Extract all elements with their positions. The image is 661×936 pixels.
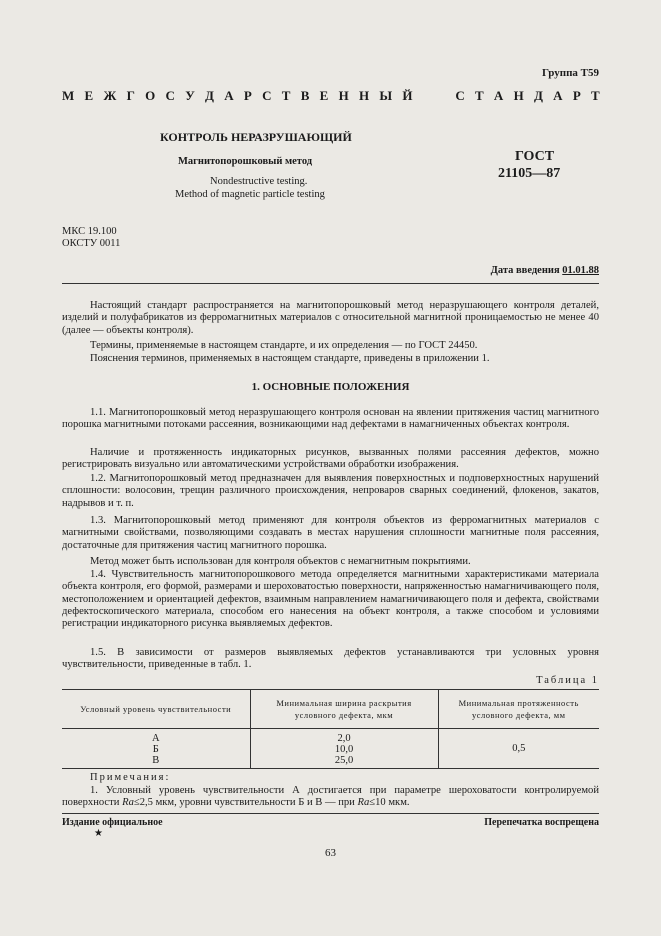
body-paragraph: 1.2. Магнитопорошковый метод предназначен для выявления поверхностных и подповерхностных нарушений сплошности: волосовин, трещин различного происхождения, непроваров сварных соединений, флокенов, закатов, надрывов и т. п.: [62, 473, 599, 509]
standard-heading-letter: Ж: [103, 88, 117, 103]
english-title-2: Method of magnetic particle testing: [175, 189, 325, 200]
table-cell-length: 0,5: [438, 729, 599, 769]
page-number: 63: [325, 847, 336, 859]
edition-label: Издание официальное: [62, 817, 163, 828]
standard-heading-letter: О: [145, 88, 156, 103]
table-cell-width: 2,0: [250, 729, 438, 745]
section-title: 1. ОСНОВНЫЕ ПОЛОЖЕНИЯ: [251, 381, 410, 393]
standard-heading-letter: У: [185, 88, 195, 103]
table-cell-level: А: [151, 733, 160, 744]
body-paragraph: 1.1. Магнитопорошковый метод неразрушающего контроля основан на явлении притяжения частиц магнитного порошка магнитными потоками рассеяния, возникающими над дефектами в намагниченных объектах контроля.: [62, 407, 599, 431]
group-label: Группа Т59: [541, 67, 599, 79]
body-paragraph: 1.4. Чувствительность магнитопорошкового метода определяется магнитными характеристиками материала объекта контроля, его формой, размерами и шероховатостью поверхности, напряженностью намагничивающего поля, местоположением и ориентацией дефектов, взаимным направлением намагничивающего поля и дефекта, свойствами дефектоскопического материала, способом его нанесения на объект контроля, а также способом и условиями регистрации индикаторного рисунка выявляемых дефектов.: [62, 569, 599, 630]
standard-heading-letter: [423, 88, 429, 104]
body-paragraph: 1.5. В зависимости от размеров выявляемых дефектов устанавливаются три условных уровня чувствительности, приведенные в табл. 1.: [62, 647, 599, 671]
standard-heading-letter: Р: [243, 88, 252, 103]
mks-code: МКС 19.100: [62, 226, 117, 237]
table-header: Условный уровень чувствительности: [62, 690, 250, 729]
okstu-code: ОКСТУ 0011: [62, 238, 121, 249]
standard-heading-letter: Д: [205, 88, 214, 103]
document-title: КОНТРОЛЬ НЕРАЗРУШАЮЩИЙ: [160, 130, 352, 144]
notes-heading: Примечания:: [90, 772, 171, 783]
gost-label: ГОСТ: [515, 149, 555, 164]
standard-heading-letter: Е: [319, 88, 329, 103]
table-header: Минимальная ширина раскрытия условного дефекта, мкм: [250, 690, 438, 729]
table-header: Минимальная протяженность условного дефекта, мм: [438, 690, 599, 729]
standard-heading-letter: Т: [591, 88, 600, 103]
header-divider: [62, 283, 599, 284]
date-value: 01.01.88: [562, 265, 599, 276]
standard-heading: [62, 88, 600, 104]
standard-heading-letter: Н: [513, 88, 524, 103]
standard-heading-letter: Е: [84, 88, 94, 103]
standard-heading-letter: Н: [358, 88, 370, 103]
standard-heading-letter: С: [165, 88, 175, 103]
standard-heading-letter: С: [262, 88, 272, 103]
body-paragraph: Метод может быть использован для контроля объектов с немагнитным покрытиями.: [90, 556, 471, 567]
note-paragraph: 1. Условный уровень чувствительности А достигается при параметре шероховатости контролируемой поверхности Ra≤2,5 мкм, уровни чувствительности Б и В — при Ra≤10 мкм.: [62, 785, 599, 809]
standard-heading-letter: А: [493, 88, 504, 103]
sensitivity-table: [62, 689, 599, 769]
document-subtitle: Магнитопорошковый метод: [178, 156, 313, 167]
standard-heading-letter: М: [62, 88, 75, 103]
standard-heading-letter: Й: [402, 88, 413, 103]
intro-paragraph: Пояснения терминов, применяемых в настоящем стандарте, приведены в приложении 1.: [90, 353, 490, 364]
standard-heading-letter: Г: [126, 88, 135, 103]
standard-heading-letter: Н: [338, 88, 349, 103]
intro-paragraph: Настоящий стандарт распространяется на магнитопорошковый метод неразрушающего контроля деталей, изделий и полуфабрикатов из ферромагнитных материалов с относительной магнитной проницаемостью не менее 40 (далее — объекты контроля).: [62, 300, 599, 336]
standard-heading-letter: В: [300, 88, 310, 103]
standard-heading-letter: Ы: [379, 88, 393, 103]
standard-heading-letter: А: [224, 88, 234, 103]
reprint-notice: Перепечатка воспрещена: [484, 817, 599, 828]
table-header-row: [62, 690, 599, 729]
intro-paragraph: Термины, применяемые в настоящем стандарте, и их определения — по ГОСТ 24450.: [90, 340, 478, 351]
standard-heading-letter: [439, 88, 445, 104]
table-cell-level: В: [62, 755, 250, 769]
standard-heading-letter: Р: [572, 88, 581, 103]
table-cell-level: Б: [152, 744, 159, 755]
standard-heading-letter: Д: [533, 88, 543, 103]
standard-heading-letter: Т: [281, 88, 291, 103]
body-paragraph: Наличие и протяженность индикаторных рисунков, вызванных полями рассеяния дефектов, можно регистрировать визуально или автоматическими устройствами обработки изображения.: [62, 447, 599, 471]
introduction-date: [491, 265, 599, 276]
table-cell-width: 25,0: [250, 755, 438, 769]
body-paragraph: 1.3. Магнитопорошковый метод применяют для контроля объектов из ферромагнитных материалов с магнитными свойствами, позволяющими создавать в местах нарушения сплошности магнитные поля рассеяния, достаточные для притяжения частиц магнитного порошка.: [62, 515, 599, 551]
standard-heading-letter: С: [455, 88, 465, 103]
star-icon: ★: [94, 828, 103, 839]
footer-divider: [62, 813, 599, 814]
standard-heading-letter: А: [553, 88, 563, 103]
table-caption: Таблица 1: [536, 675, 599, 686]
table-cell-width: 10,0: [250, 744, 438, 755]
table-row: [62, 729, 599, 745]
standard-heading-letter: Т: [474, 88, 484, 103]
date-label: Дата введения: [490, 265, 560, 276]
english-title-1: Nondestructive testing.: [210, 176, 308, 187]
gost-number: 21105—87: [498, 166, 561, 181]
